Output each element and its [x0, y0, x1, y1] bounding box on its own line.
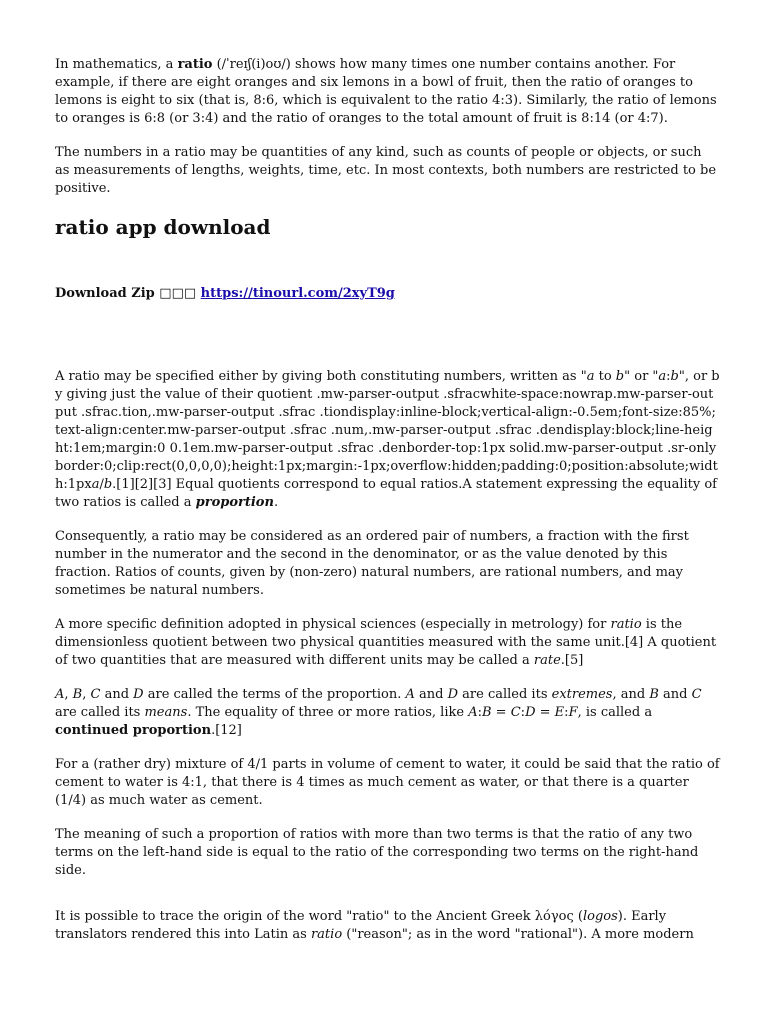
- var: A: [468, 705, 478, 720]
- text: In mathematics, a: [55, 57, 178, 72]
- var: extremes: [551, 687, 613, 702]
- var: A: [55, 687, 65, 702]
- var: D: [133, 687, 144, 702]
- section-heading: ratio app download: [55, 215, 271, 239]
- proportion-term: proportion: [195, 495, 274, 510]
- text: ", or by giving just the value of their quotient .mw-parser-output .sfracwhite-space:nowrap.mw-parser-output .sfrac.tion,.mw-parser-output .sfrac .tiondisplay:inline-block;vertical-align:-0.5em;font-size:85%;text-align:center.mw-parser-output .sfrac .num,.mw-parser-output .sfrac .dendisplay:block;line-height:1em;margin:0 0.1em.mw-parser-output .sfrac .denborder-top:1px solid.mw-parser-output .sr-onlyborder:0;clip:rect(0,0,0,0);height:1px;margin:-1px;overflow:hidden;padding:0;position:absolute;width:1px: [55, 369, 720, 492]
- text: .[12]: [211, 723, 242, 738]
- var: F: [568, 705, 578, 720]
- text: A ratio may be specified either by giving both constituting numbers, written as ": [55, 369, 587, 384]
- var: logos: [582, 909, 618, 924]
- text: " or ": [624, 369, 659, 384]
- download-label: Download Zip: [55, 286, 160, 301]
- var: D: [525, 705, 536, 720]
- body-paragraph-etymology: [55, 908, 720, 944]
- text: , is called a: [577, 705, 653, 720]
- var: means: [144, 705, 188, 720]
- body-paragraph-ordered-pair: Consequently, a ratio may be considered as an ordered pair of numbers, a fraction with the first number in the numerator and the second in the denominator, or as the value denoted by this fraction. Ratios of counts, given by (non-zero) natural numbers, are rational numbers, and may sometimes be natural numbers.: [55, 529, 689, 598]
- var: ratio: [310, 927, 343, 942]
- var: b: [103, 477, 113, 492]
- text: to: [594, 369, 616, 384]
- text: are called its: [458, 687, 552, 702]
- text: and: [658, 687, 692, 702]
- download-link[interactable]: https://tinourl.com/2xyT9g: [200, 286, 395, 301]
- download-line: [55, 285, 395, 303]
- missing-glyphs: □□□: [159, 286, 201, 301]
- text: . The equality of three or more ratios, like: [187, 705, 469, 720]
- var: ratio: [610, 617, 642, 632]
- var: A: [405, 687, 415, 702]
- text: .[1][2][3] Equal quotients correspond to equal ratios.A statement expressing the equality of two ratios is called a: [55, 477, 717, 510]
- var: B: [649, 687, 659, 702]
- continued-proportion-term: continued proportion: [55, 723, 212, 738]
- text: A more specific definition adopted in physical sciences (especially in metrology) for: [55, 617, 611, 632]
- text: .[5]: [560, 653, 584, 668]
- var: C: [691, 687, 702, 702]
- text: It is possible to trace the origin of the word "ratio" to the Ancient Greek λόγος (: [55, 909, 583, 924]
- var: b: [670, 369, 679, 384]
- body-paragraph-physical-sciences: [55, 616, 720, 670]
- text: =: [491, 705, 511, 720]
- text: , and: [612, 687, 650, 702]
- text: and: [100, 687, 134, 702]
- ratio-term: ratio: [177, 57, 213, 72]
- var: B: [72, 687, 83, 702]
- text: /: [99, 477, 104, 492]
- text: ,: [82, 687, 91, 702]
- text: .: [273, 495, 279, 510]
- text: are called the terms of the proportion.: [143, 687, 406, 702]
- var: a: [658, 369, 667, 384]
- intro-paragraph-2: The numbers in a ratio may be quantities of any kind, such as counts of people or objects, or such as measurements of lengths, weights, time, etc. In most contexts, both numbers are restricted to be positive.: [55, 145, 717, 196]
- var: rate: [533, 653, 561, 668]
- text: :: [666, 369, 671, 384]
- text: :: [564, 705, 569, 720]
- text: ("reason"; as in the word "rational"). A more modern: [342, 927, 694, 942]
- var: B: [481, 705, 492, 720]
- body-paragraph-terms: [55, 686, 720, 740]
- body-paragraph-definition: [55, 368, 720, 512]
- var: a: [91, 477, 100, 492]
- text: are called its: [55, 705, 145, 720]
- text: and: [414, 687, 448, 702]
- text: :: [477, 705, 482, 720]
- text: (/ˈreɪʃ(i)oʊ/) shows how many times one number contains another. For example, if there are eight oranges and six lemons in a bowl of fruit, then the ratio of oranges to lemons is eight to six (that is, 8:6, which is equivalent to the ratio 4:3). Similarly, the ratio of lemons to oranges is 6:8 (or 3:4) and the ratio of oranges to the total amount of fruit is 8:14 (or 4:7).: [55, 57, 717, 126]
- var: C: [510, 705, 521, 720]
- body-paragraph-cement: For a (rather dry) mixture of 4/1 parts in volume of cement to water, it could be said that the ratio of cement to water is 4:1, that there is 4 times as much cement as water, or that there is a quarter (1/4) as much water as cement.: [55, 757, 720, 808]
- var: a: [586, 369, 595, 384]
- body-section: [55, 368, 720, 960]
- text: is the dimensionless quotient between two physical quantities measured with the same unit.[4] A quotient of two quantities that are measured with different units may be called a: [55, 617, 717, 668]
- intro-section: [55, 56, 720, 240]
- var: E: [554, 705, 565, 720]
- var: b: [615, 369, 625, 384]
- intro-paragraph-1: [55, 56, 720, 128]
- spacer: [55, 896, 720, 908]
- text: =: [535, 705, 555, 720]
- var: D: [447, 687, 459, 702]
- text: ). Early translators rendered this into Latin as: [55, 909, 667, 942]
- var: C: [90, 687, 101, 702]
- text: :: [520, 705, 526, 720]
- text: ,: [64, 687, 73, 702]
- body-paragraph-meaning: The meaning of such a proportion of ratios with more than two terms is that the ratio of any two terms on the left-hand side is equal to the ratio of the corresponding two terms on the right-hand side.: [55, 827, 699, 878]
